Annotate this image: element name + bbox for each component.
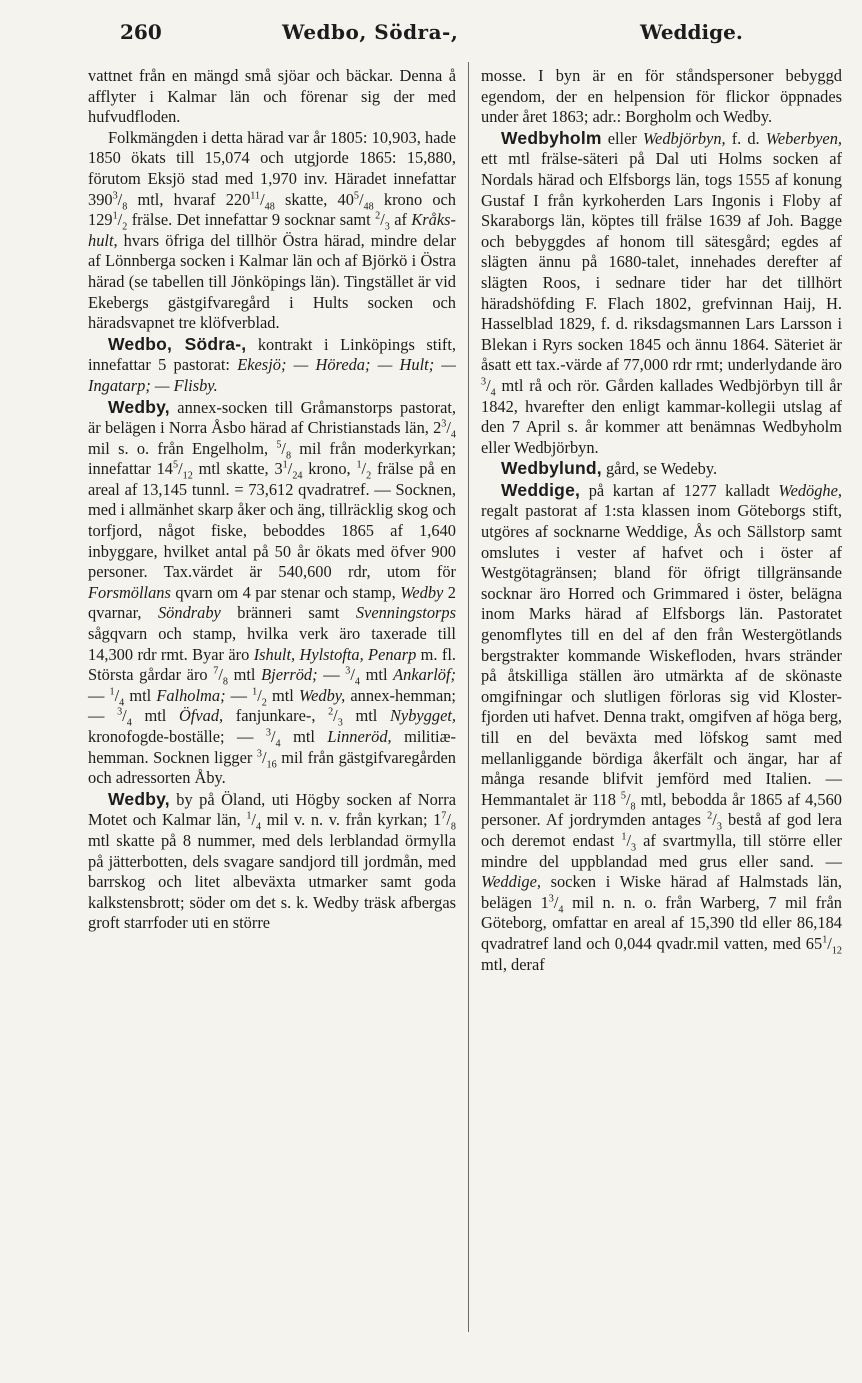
- text-run: /: [122, 706, 127, 726]
- text-run: /: [486, 375, 491, 395]
- italic-text: Ekesjö; — Höreda; — Hult; — Ingatarp; — Flisby.: [88, 355, 456, 395]
- italic-text: Öfvad,: [178, 706, 224, 726]
- text-run: 3: [548, 893, 554, 905]
- paragraph-p4: [88, 397, 456, 789]
- text-run: gård, se Wedeby.: [601, 459, 718, 479]
- text-run: /: [251, 810, 256, 830]
- italic-text: Forsmöllans: [88, 582, 171, 602]
- text-run: mtl: [342, 706, 390, 726]
- text-run: 8: [630, 801, 636, 813]
- italic-text: Svenningstorps: [355, 603, 457, 623]
- text-run: /: [218, 665, 223, 685]
- text-run: —: [225, 685, 253, 705]
- italic-text: Ishult, Hylstofta, Penarp: [253, 644, 417, 664]
- text-run: mtl: [227, 665, 262, 685]
- text-run: eller: [601, 128, 643, 148]
- text-run: , hvars öfriga del tillhör Östra härad, mindre delar af Lönnberga socken i Kalmar län och af Björkö i Östra härad (se tabellen till Jönköpings län). Tingstället är vid Ekebergs gästgifvaregård i Hults socken och häradsvapnet tre klöfverblad.: [88, 230, 456, 333]
- text-run: 2: [366, 470, 372, 482]
- text-run: 11: [250, 190, 261, 202]
- text-run: 1: [112, 210, 118, 222]
- text-run: mtl: [131, 706, 179, 726]
- text-run: /: [361, 459, 367, 479]
- right-text-column: [481, 66, 842, 975]
- text-run: frälse. Det innefattar 9 socknar samt: [127, 210, 376, 230]
- paragraph-r1: [481, 66, 842, 128]
- text-run: by på Öland, uti Högby socken af Norra Motet och Kalmar län,: [88, 789, 456, 830]
- text-run: 4: [354, 676, 360, 688]
- text-run: 4: [450, 429, 456, 441]
- text-run: 5: [276, 439, 282, 451]
- text-run: 8: [122, 200, 128, 212]
- text-run: mtl skatte, 3: [192, 459, 283, 479]
- text-run: 2: [707, 810, 713, 822]
- text-run: 16: [266, 758, 277, 770]
- text-run: 3: [441, 418, 447, 430]
- text-run: 3: [384, 221, 390, 233]
- text-run: /: [446, 418, 451, 438]
- text-run: 3: [481, 376, 487, 388]
- text-run: 3: [265, 727, 271, 739]
- text-run: mtl, bebodda år 1865 af 4,560 personer. Af jordrymden antages: [481, 789, 842, 830]
- text-run: 48: [363, 200, 374, 212]
- text-run: 48: [264, 200, 275, 212]
- text-run: mtl skatte på 8 nummer, med dels lerblandad örmylla på jätterbotten, dels svagare sandjord till jordmån, med barrskog och litet albeväxta utmarker samt goda kalkstensbrott; söder om det s. k. Wedby träsk afbergas groft starrfoder uti en större: [88, 830, 456, 933]
- text-run: /: [827, 933, 832, 953]
- text-run: 2: [328, 706, 334, 718]
- italic-text: Ankarlöf;: [393, 665, 456, 685]
- text-run: 12: [831, 945, 842, 957]
- text-run: /: [712, 810, 717, 830]
- text-run: 2 qvarnar,: [88, 582, 456, 623]
- italic-text: Linneröd,: [327, 727, 392, 746]
- text-run: /: [553, 892, 559, 912]
- text-run: vattnet från en mängd små sjöar och bäckar. Denna å afflyter i Kalmar län och förenar sig der med hufvudfloden.: [88, 66, 456, 127]
- entry-headword: Wedbylund,: [501, 458, 602, 479]
- text-run: /: [380, 210, 385, 230]
- text-run: mtl, hvaraf 220: [127, 189, 251, 209]
- text-run: /: [178, 459, 183, 479]
- text-run: /: [350, 665, 355, 685]
- text-run: 3: [117, 706, 123, 718]
- text-run: ett mtl frälse-säteri på Dal uti Holms socken af Nordals härad och Elfsborgs län, togs 1555 af konung Gustaf I från kyrkoherden Lars Ingonis i Floby af Skaraborgs län, köptes till frälse 1639 af Joh. Bagge och bebyggdes af honom till sätesgård; egdes af slägten ännu på 1680-talet, innehades derefter af slägten Roos, i sednare tider har det tillhört häradshöfding F. Flach 1802, grefvinnan Haij, H. Hasselblad 1829, f. d. riksdagsmannen Lars Larsson i Blekan i Ryrs socken 1845 och ännu 1864. Säteriet är åsatt ett tax.-värde af 77,000 rdr rmt; underlydande äro: [481, 149, 842, 375]
- text-run: /: [446, 810, 451, 830]
- text-run: /: [625, 789, 631, 809]
- entry-headword: Wedby,: [108, 788, 170, 809]
- text-run: annex-socken till Gråmanstorps pastorat, är belägen i Norra Åsbo härad af Christianstads län, 2: [88, 397, 456, 438]
- text-run: af: [389, 210, 412, 230]
- text-run: 12: [182, 470, 193, 482]
- text-run: frälse på en areal af 13,145 tunnl. = 73,612 qvadratref. — Socknen, med i allmänhet skarp åker och äng, tillräcklig skog och torfjord, något fiske, beboddes 1865 af 1,640 inbyggare, hvilket antal på 50 år ökats med öfver 900 personer. Tax.värdet är 540,600 rdr, utom för: [88, 459, 456, 582]
- text-run: 5: [173, 459, 179, 471]
- running-header: [80, 14, 840, 48]
- text-run: /: [257, 685, 262, 705]
- text-run: 2: [261, 697, 267, 709]
- text-run: 24: [292, 470, 303, 482]
- text-run: mtl, deraf: [481, 954, 545, 974]
- text-run: sågqvarn och stamp, hvilka verk äro taxerade till 14,300 rdr rmt. Byar äro: [88, 624, 456, 664]
- text-run: mosse. I byn är en för ståndspersoner bebyggd egendom, der en helpension för flickor öppnades under året 1863; adr.: Borgholm och Wedby.: [481, 66, 842, 127]
- right-running-title: Weddige.: [640, 20, 743, 44]
- paragraph-r3: [481, 458, 842, 480]
- italic-text: Weberbyen,: [765, 128, 842, 148]
- text-run: socken i Wiske härad af Halmstads län, belägen 1: [481, 872, 842, 912]
- text-run: mtl: [280, 727, 328, 746]
- left-running-title: Wedbo, Södra-,: [282, 20, 459, 44]
- text-run: annex-hemman; —: [88, 685, 456, 726]
- text-run: på kartan af 1277 kalladt: [580, 480, 779, 500]
- text-run: —: [88, 685, 110, 705]
- text-run: 1: [356, 459, 362, 471]
- paragraph-p3: [88, 334, 456, 397]
- text-run: skatte, 40: [274, 189, 354, 209]
- text-run: 4: [255, 821, 262, 833]
- text-run: 3: [112, 190, 118, 202]
- text-run: 3: [337, 717, 343, 729]
- text-run: mil från gästgifvaregården och adressorten Åby.: [88, 747, 456, 788]
- text-run: krono och 129: [88, 189, 456, 230]
- italic-text: Nybygget,: [390, 706, 456, 726]
- text-run: m. fl. Största gårdar äro: [88, 644, 457, 685]
- italic-text: Wedby,: [298, 685, 346, 705]
- text-run: 8: [285, 449, 292, 461]
- italic-text: Kråks-hult: [88, 210, 456, 250]
- entry-headword: Wedbyholm: [501, 127, 602, 148]
- text-run: 7: [441, 810, 447, 822]
- text-run: 1: [252, 686, 258, 698]
- text-run: 3: [716, 821, 722, 833]
- paragraph-p2: [88, 128, 456, 334]
- entry-headword: Weddige,: [501, 479, 581, 500]
- text-run: 4: [119, 697, 125, 709]
- text-run: 2: [122, 221, 128, 233]
- entry-headword: Wedbo, Södra-,: [108, 333, 247, 354]
- text-run: qvarn om 4 par stenar och stamp,: [170, 582, 401, 602]
- text-run: 5: [353, 190, 359, 202]
- text-run: 7: [213, 665, 219, 677]
- text-run: fanjunkare-,: [223, 706, 329, 726]
- text-run: 1: [246, 810, 252, 822]
- text-run: 3: [256, 748, 262, 760]
- text-run: 3: [631, 842, 637, 854]
- italic-text: Söndraby: [157, 603, 221, 623]
- text-run: 2: [375, 210, 381, 222]
- text-run: mil n. n. o. från Warberg, 7 mil från Göteborg, omfattar en areal af 15,390 tld eller 86,184 qvadratref land och 0,044 qvadr.mil vatten, med 65: [481, 892, 842, 953]
- text-run: 8: [222, 676, 228, 688]
- text-run: kronofogde-boställe; —: [88, 727, 266, 746]
- italic-text: Weddige,: [481, 872, 541, 892]
- page-number: 260: [120, 20, 162, 44]
- paragraph-p1: [88, 66, 456, 128]
- text-run: /: [287, 459, 293, 479]
- italic-text: Wedöghe,: [778, 480, 842, 500]
- text-run: /: [117, 189, 123, 209]
- italic-text: Wedby: [400, 582, 444, 602]
- text-run: militiæ-hemman. Socknen ligger: [88, 727, 456, 767]
- text-run: 1: [822, 934, 828, 946]
- italic-text: Bjerröd;: [261, 665, 318, 685]
- text-run: 4: [275, 738, 281, 750]
- italic-text: Falholma;: [156, 685, 226, 705]
- text-run: 5: [620, 790, 626, 802]
- text-run: /: [358, 189, 364, 209]
- text-run: kontrakt i Linköpings stift, innefattar 5 pastorat:: [88, 334, 456, 375]
- text-run: Folkmängden i detta härad var år 1805: 10,903, hade 1850 ökats till 15,074 och utgjorde 1865: 15,880, förutom Eksjö stad med 1,970 inv. Häradet innefattar 390: [88, 127, 456, 209]
- text-run: af svartmylla, till större eller mindre del uppblandad med grus eller sand. —: [481, 830, 842, 871]
- text-run: /: [261, 747, 267, 767]
- paragraph-p5: [88, 789, 456, 934]
- italic-text: Wedbjörbyn,: [642, 128, 726, 148]
- text-run: /: [333, 706, 338, 726]
- text-run: bränneri samt: [220, 603, 356, 623]
- text-run: 4: [558, 904, 564, 916]
- column-divider: [468, 62, 469, 1332]
- text-run: mil från moderkyrkan; innefattar 14: [88, 438, 456, 479]
- text-run: regalt pastorat af 1:sta klassen inom Göteborgs stift, utgöres af socknarne Weddige, Ås och Sällstorp samt omslutes i vester af hafvet och i öster af Westgötagränsen; bland för öfrigt tillgränsande socknar äro Horred och Grimmared i öster, belägna inom Marks härad af Elfsborgs län. Pastoratet genomflytes till en del af den från Westergötlands bergstrakter kommande Wiskefloden, hvars stränder på åtskilliga ställen äro utmärkta af de skönaste omgifningar och slutligen förloras sig vid Kloster-fjorden uti hafvet. Denna trakt, omgifven af höga berg, till en del beväxta med löfskog samt med mellanliggande bördiga åkerfält och ängar, har af många resande blifvit jemförd med Italien. — Hemmantalet är 118: [481, 501, 842, 809]
- text-run: 1: [621, 831, 627, 843]
- text-run: 1: [282, 459, 288, 471]
- text-run: bestå af god lera och deremot endast: [481, 810, 842, 850]
- text-run: mtl rå och rör. Gården kallades Wedbjörbyn till år 1842, hvarefter den enligt kammar-kollegii utslag af den 7 April s. år kommer att benämnas Wedbyholm eller Wedbjörbyn.: [481, 375, 842, 457]
- text-run: /: [270, 727, 276, 746]
- left-text-column: [88, 66, 456, 934]
- text-run: /: [281, 438, 286, 458]
- text-run: krono,: [302, 459, 357, 479]
- text-run: mil s. o. från Engelholm,: [88, 438, 277, 458]
- entry-headword: Wedby,: [108, 396, 170, 417]
- text-run: /: [117, 210, 123, 230]
- text-run: 4: [490, 387, 496, 399]
- text-run: /: [260, 189, 265, 209]
- text-run: /: [626, 830, 632, 850]
- text-run: 1: [109, 686, 115, 698]
- text-run: mtl: [124, 685, 157, 705]
- text-run: f. d.: [725, 128, 766, 148]
- text-run: —: [317, 665, 346, 685]
- paragraph-r2: [481, 128, 842, 459]
- text-run: 3: [345, 665, 351, 677]
- text-run: mil v. n. v. från kyrkan; 1: [261, 810, 442, 830]
- text-run: 8: [450, 821, 456, 833]
- text-run: mtl: [266, 685, 299, 705]
- paragraph-r4: [481, 480, 842, 975]
- text-run: mtl: [360, 665, 394, 685]
- text-run: /: [114, 685, 120, 705]
- text-run: 4: [126, 717, 132, 729]
